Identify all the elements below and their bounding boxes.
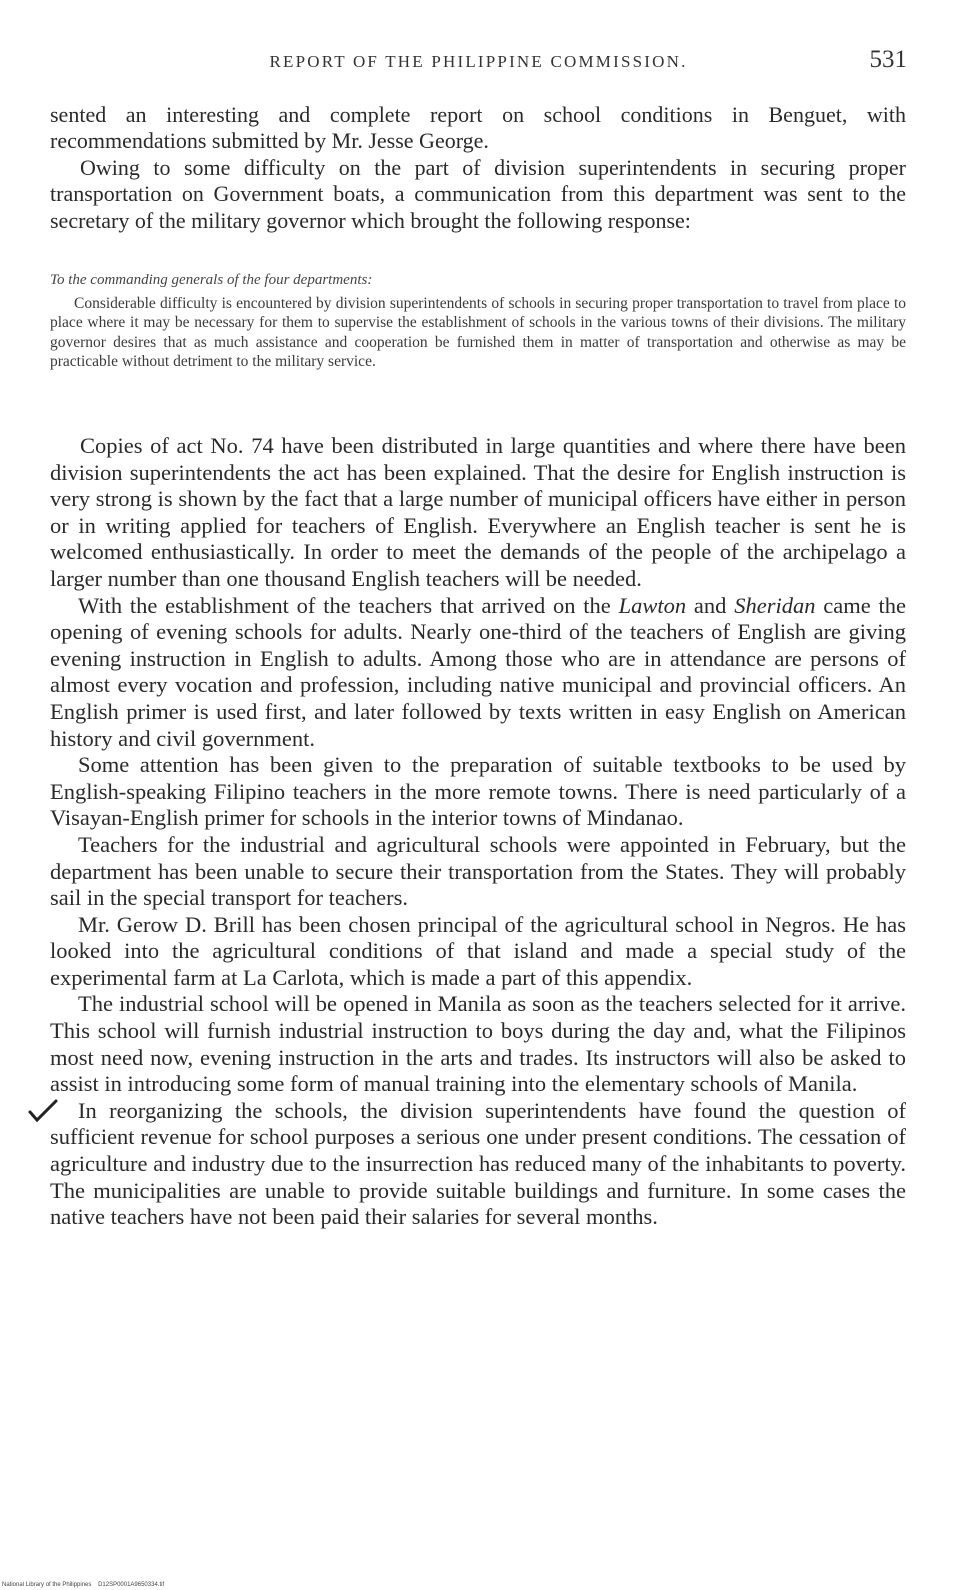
paragraph-industrial-school: The industrial school will be opened in Manila as soon as the teachers selected for it arrive. This school will furnish industrial instruction to boys during the day and, what the Filipinos most need now, evening instruction in the arts and trades. Its instructors will also be asked to assist in introducing some form of manual training into the elementary schools of Manila. bbox=[50, 991, 906, 1097]
continuation-paragraph: sented an interesting and complete report on school conditions in Benguet, with recommendations submitted by Mr. Jesse George. bbox=[50, 102, 906, 154]
quoted-order: Considerable difficulty is encountered by division superintendents of schools in securing proper transportation to travel from place to place where it may be necessary for them to supervise the establishment of schools in the various towns of their divisions. The military governor desires that as much assistance and cooperation be furnished them in matter of transportation and otherwise as may be practicable without detriment to the military service. bbox=[50, 295, 906, 371]
checkmark-icon bbox=[28, 1098, 58, 1124]
transport-paragraph: Owing to some difficulty on the part of division superintendents in securing proper transportation on Government boats, a communication from this department was sent to the secretary of the military governor which brought the following response: bbox=[50, 154, 906, 233]
footer-id: D12SP0001A9650334.tif bbox=[98, 1582, 165, 1588]
paragraph-evening-schools bbox=[50, 593, 906, 753]
running-head: REPORT OF THE PHILIPPINE COMMISSION. bbox=[269, 52, 688, 71]
scan-footer bbox=[2, 1582, 164, 1588]
footer-source: National Library of the Philippines bbox=[2, 1582, 92, 1588]
paragraph-industrial-teachers: Teachers for the industrial and agricultural schools were appointed in February, but the department has been unable to secure their transportation from the States. They will probably sail in the special transport for teachers. bbox=[50, 831, 906, 911]
page-header bbox=[50, 46, 907, 76]
paragraph-revenue: In reorganizing the schools, the division superintendents have found the question of sufficient revenue for school purposes a serious one under present conditions. The cessation of agriculture and industry due to the insurrection has reduced many of the inhabitants to poverty. The municipalities are unable to provide suitable buildings and furniture. In some cases the native teachers have not been paid their salaries for several months. bbox=[50, 1097, 906, 1230]
page-number: 531 bbox=[869, 46, 907, 73]
ship-name-sheridan: Sheridan bbox=[734, 592, 816, 618]
paragraph-act-74: Copies of act No. 74 have been distributed in large quantities and where there have been division superintendents the act has been explained. That the desire for English instruction is very strong is shown by the fact that a large number of municipal officers have either in person or in writing applied for teachers of English. Everywhere an English teacher is sent he is welcomed enthusiastically. In order to meet the demands of the people of the archipelago a larger number than one thousand English teachers will be needed. bbox=[50, 433, 906, 591]
opening-text bbox=[50, 102, 906, 234]
paragraph-agricultural-school: Mr. Gerow D. Brill has been chosen principal of the agricultural school in Negros. He has looked into the agricultural conditions of that island and made a special study of the experimental farm at La Carlota, which is made a part of this appendix. bbox=[50, 911, 906, 990]
text-span: came the opening of evening schools for adults. Nearly one-third of the teachers of English are giving evening instruction in English to adults. Among those who are in attendance are persons of almost every vocation and profession, including native municipal and provincial officers. An English primer is used first, and later followed by texts written in easy English on American history and civil government. bbox=[50, 592, 906, 751]
text-span: With the establishment of the teachers that arrived on the bbox=[78, 592, 619, 618]
text-span: and bbox=[686, 592, 735, 618]
paragraph-textbooks: Some attention has been given to the preparation of suitable textbooks to be used by English-speaking Filipino teachers in the more remote towns. There is need particularly of a Visayan-English primer for schools in the interior towns of Mindanao. bbox=[50, 752, 906, 831]
quote-salutation: To the commanding generals of the four departments: bbox=[50, 272, 373, 288]
main-text bbox=[50, 433, 906, 1231]
ship-name-lawton: Lawton bbox=[618, 592, 687, 618]
